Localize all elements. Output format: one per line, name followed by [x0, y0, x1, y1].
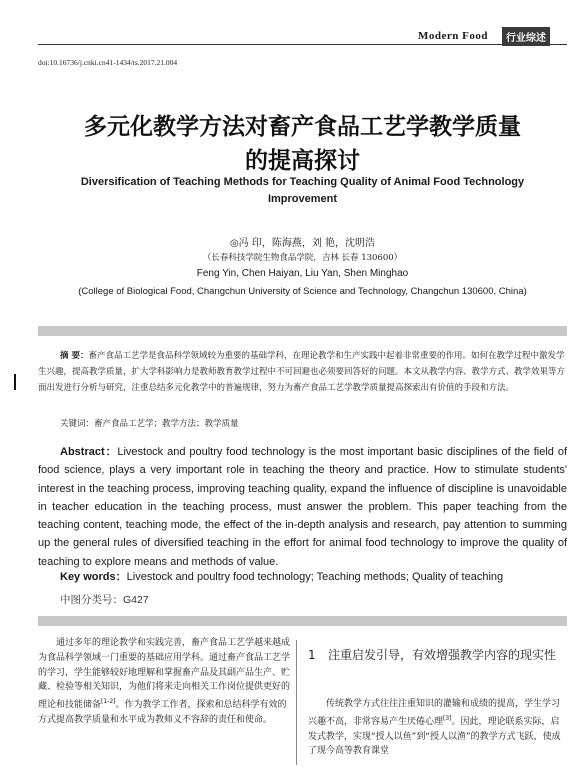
left-column-text: 通过多年的理论教学和实践完善，畜产食品工艺学越来越成为食品科学领域一门重要的基础应用学科。通过畜产食品工艺学的学习，学生能够较好地理解和掌握畜产品及其副产品生产、贮藏、检验等相关知识，为他们将来走向相关工作岗位提供更好的理论和技能储备 [38, 638, 291, 711]
journal-name: Modern Food [418, 30, 488, 42]
abstract-en-text: Livestock and poultry food technology is the most important basic disciplines of the field of food science, plays a very important role in teaching the theory and practice. How to stimulate students' interest in the teaching process, improving teaching quality, expand the influence of discipline is unavoidable in teacher education in the teaching process, must answer the problem. This paper teaching from the teaching content, teaching mode, the effect of the in-depth analysis and research, pay attention to summing up the general rules of diversified teaching in the effort for animal food technology to improve the quality of teaching to explore means and methods of value. [38, 446, 568, 568]
abstract-top-band [38, 326, 567, 336]
affiliation-en: (College of Biological Food, Changchun University of Science and Technology, Changchun 130600, China) [78, 286, 527, 297]
column-divider [296, 640, 297, 765]
right-column-text-2: 。因此，理论联系实际，启发式教学，实现“授人以鱼”到“授人以渔”的教学方式飞跃，使成了现今高等教育课堂 [308, 716, 561, 757]
body-right-column [308, 697, 567, 759]
title-cn-line2: 的提高探讨 [245, 148, 360, 174]
keywords-en-text: Livestock and poultry food technology; Teaching methods; Quality of teaching [126, 571, 504, 583]
title-en-line2: Improvement [267, 193, 338, 205]
section-number: 1 [308, 648, 316, 662]
abstract-en [38, 443, 567, 571]
right-column-text: 传统教学方式往往注重知识的灌输和成绩的提高，学生学习兴趣不高，非常容易产生厌倦心理 [308, 699, 561, 727]
section-title: 注重启发引导，有效增强教学内容的现实性 [328, 648, 557, 662]
text-cursor [14, 374, 16, 390]
section-tag: 行业综述 [502, 27, 550, 46]
left-column-text-2: 。作为教学工作者，探索和总结科学有效的方式提高教学质量和水平成为教师义不容辞的责任和使命。 [38, 700, 287, 725]
doi: doi:10.16736/j.cnki.cn41-1434/ts.2017.21.004 [38, 58, 178, 67]
affiliation-cn: （长春科技学院生物食品学院，吉林 长春 130600） [202, 253, 403, 263]
abstract-cn [38, 348, 567, 396]
body-left-column [38, 636, 292, 728]
abstract-cn-label: 摘 要： [60, 351, 89, 361]
citation: [3] [443, 714, 452, 722]
abstract-bottom-band [38, 616, 567, 626]
keywords-cn: 关键词：畜产食品工艺学；教学方法；教学质量 [60, 419, 239, 429]
citation: [1-2] [101, 698, 116, 706]
title-en-line1: Diversification of Teaching Methods for Teaching Quality of Animal Food Technology [80, 176, 525, 188]
header-rule [38, 44, 567, 45]
authors-en: Feng Yin, Chen Haiyan, Liu Yan, Shen Minghao [196, 268, 409, 279]
section-heading [308, 646, 566, 664]
clc-number: 中图分类号：G427 [60, 594, 149, 606]
abstract-en-label: Abstract： [60, 446, 118, 458]
authors-cn: ◎冯 印，陈海燕，刘 艳，沈明浩 [229, 238, 376, 249]
keywords-en [60, 568, 503, 584]
title-cn-line1: 多元化教学方法对畜产食品工艺学教学质量 [84, 114, 521, 140]
abstract-cn-text: 畜产食品工艺学是食品科学领域较为重要的基础学科，在理论教学和生产实践中起着非常重要的作用。如何在教学过程中激发学生兴趣，提高教学质量，扩大学科影响力是教师教育教学过程中不可回避也必须要回答好的问题。本文从教学内容、教学方式、教学效果等方面出发进行分析与研究，注重总结多元化教学中的普遍规律，努力为畜产食品工艺学教学质量提高探索出有价值的手段和方法。 [38, 351, 566, 393]
keywords-en-label: Key words： [60, 571, 127, 583]
